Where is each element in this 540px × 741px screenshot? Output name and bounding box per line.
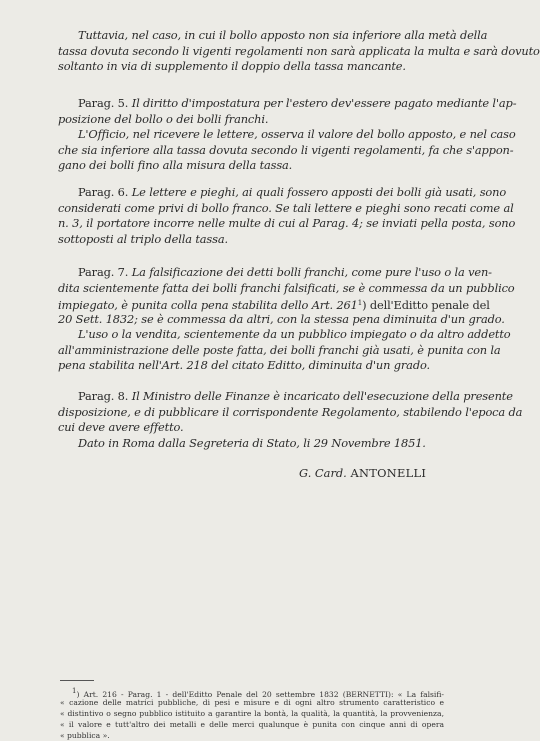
signature-name: ANTONELLI — [350, 466, 427, 480]
text-line — [58, 296, 490, 312]
footnote-ref: 1 — [357, 299, 363, 307]
text-line: disposizione, e di pubblicare il corrispondente Regolamento, stabilendo l'epoca da — [58, 404, 523, 419]
text-line: soltanto in via di supplemento il doppio della tassa mancante. — [58, 59, 406, 73]
text-line — [58, 96, 517, 112]
text-segment: La falsificazione dei detti bolli franchi, come pure l'uso o la ven- — [131, 265, 492, 279]
footnote-line: « distintivo o segno pubblico istituito a garantire la bontà, la qualità, la quantità, la provvenienza, — [60, 709, 444, 718]
text-line: dita scientemente fatta dei bolli franchi falsificati, se è commessa da un pubblico — [58, 280, 515, 295]
text-line: L'uso o la vendita, scientemente da un pubblico impiegato o da altro addetto — [78, 327, 511, 341]
footnote-line: « pubblica ». — [60, 731, 110, 740]
text-line — [58, 265, 492, 281]
text-segment: Le lettere e pieghi, ai quali fossero apposti dei bolli già usati, sono — [131, 185, 507, 199]
text-line: L'Officio, nel ricevere le lettere, osserva il valore del bollo apposto, e nel caso — [78, 127, 516, 141]
paragraph-label: Parag. 5. — [78, 96, 129, 110]
paragraph-7 — [58, 265, 515, 374]
paragraph-intro — [58, 28, 540, 75]
text-line: n. 3, il portatore incorre nelle multe di cui al Parag. 4; se inviati pella posta, sono — [58, 216, 516, 230]
text-line: 20 Sett. 1832; se è commessa da altri, con la stessa pena diminuita d'un grado. — [58, 311, 505, 326]
text-line: Dato in Roma dalla Segreteria di Stato, li 29 Novembre 1851. — [78, 435, 426, 450]
paragraph-label: Parag. 7. — [78, 265, 129, 279]
footnote-line: « il valore e tutt'altro dei metalli e delle merci qualunque è punita con cinque anni di opera — [60, 720, 444, 729]
paragraph-label: Parag. 8. — [78, 389, 129, 403]
text-line: cui deve avere effetto. — [58, 420, 184, 434]
text-segment: ) dell'Editto penale del — [362, 298, 490, 312]
text-line: tassa dovuta secondo li vigenti regolamenti non sarà applicata la multa e sarà dovuto — [58, 43, 540, 58]
text-line — [58, 389, 513, 405]
signature — [299, 466, 426, 480]
footnote-line: « cazione delle matrici pubbliche, di pesi e misure e di ogni altro strumento caratteristico e — [60, 698, 444, 707]
text-segment: ) Art. 216 - Parag. 1 - dell'Editto Penale del 20 settembre 1832 (BERNETTI): « La falsifi- — [76, 690, 444, 699]
footnote — [60, 686, 444, 741]
text-segment: Il Ministro delle Finanze è incaricato dell'esecuzione della presente — [131, 389, 513, 403]
paragraph-5 — [58, 96, 517, 174]
text-line: sottoposti al triplo della tassa. — [58, 231, 228, 246]
text-segment: Il diritto d'impostatura per l'estero dev'essere pagato mediante l'ap- — [131, 96, 517, 110]
text-line: posizione del bollo o dei bolli franchi. — [58, 111, 269, 126]
text-line: pena stabilita nell'Art. 218 del citato Editto, diminuita d'un grado. — [58, 358, 430, 372]
text-line: all'amministrazione delle poste fatta, dei bolli franchi già usati, è punita con la — [58, 342, 501, 357]
text-line: Tuttavia, nel caso, in cui il bollo apposto non sia inferiore alla metà della — [78, 28, 488, 42]
footnote-line — [60, 686, 444, 697]
footnote-rule — [60, 680, 94, 681]
text-line: che sia inferiore alla tassa dovuta secondo li vigenti regolamenti, fa che s'appon- — [58, 142, 514, 157]
text-line: gano dei bolli fino alla misura della tassa. — [58, 158, 293, 172]
paragraph-8 — [58, 389, 523, 451]
signature-prefix: G. Card. — [299, 466, 347, 480]
text-line: considerati come privi di bollo franco. Se tali lettere e pieghi sono recati come al — [58, 200, 514, 215]
text-segment: impiegato, è punita colla pena stabilita dello Art. 261 — [58, 298, 358, 312]
footnote-marker: 1 — [72, 687, 77, 695]
paragraph-6 — [58, 185, 516, 247]
paragraph-label: Parag. 6. — [78, 185, 129, 199]
text-line — [58, 185, 507, 201]
